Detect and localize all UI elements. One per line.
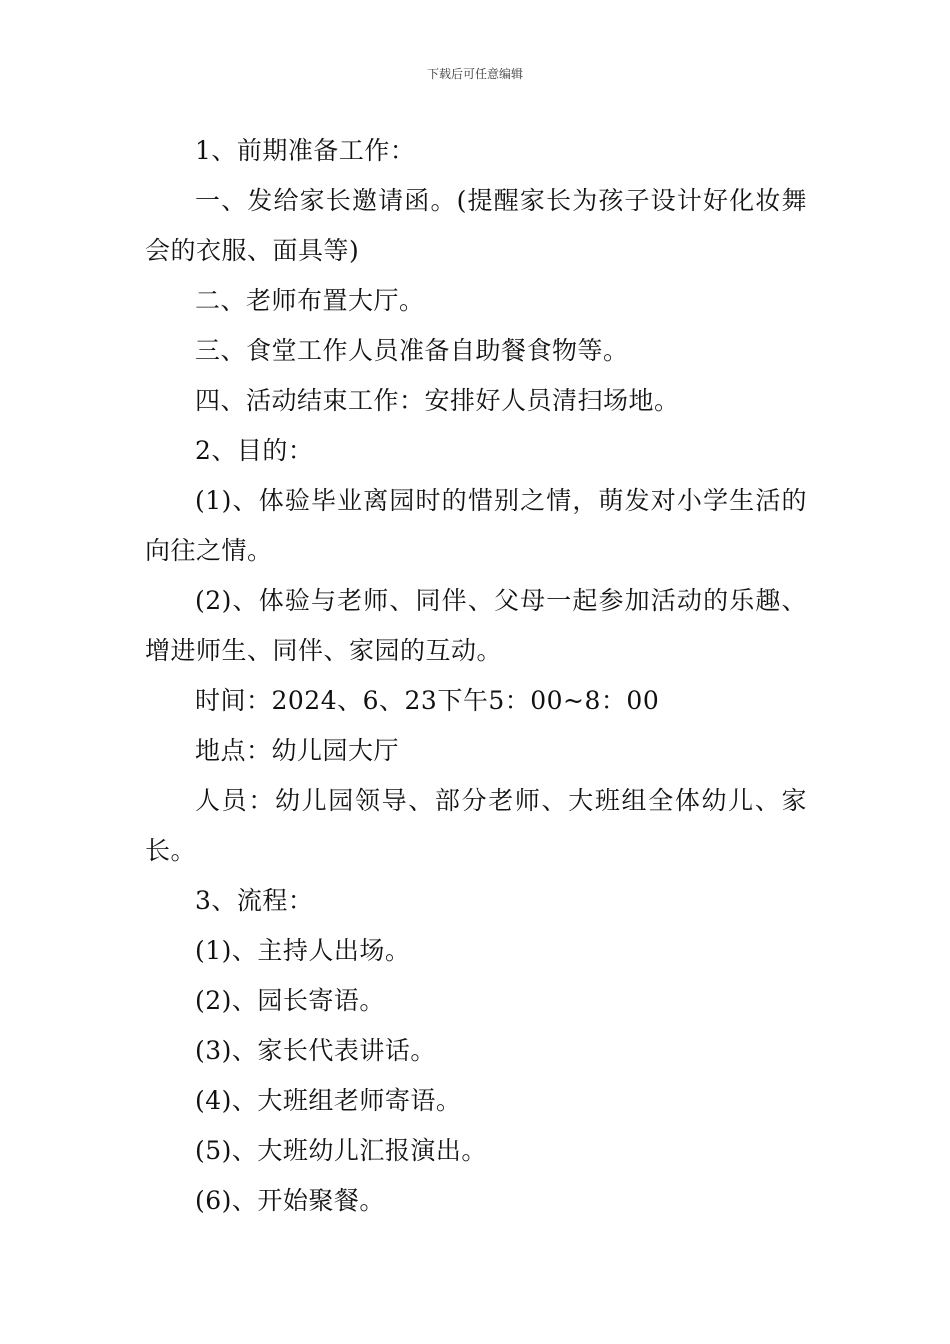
paragraph-purpose-2: (2)、体验与老师、同伴、父母一起参加活动的乐趣、增进师生、同伴、家园的互动。 (145, 586, 807, 665)
process-step-2: (2)、园长寄语。 (195, 986, 385, 1015)
process-step-1: (1)、主持人出场。 (195, 936, 411, 965)
process-step-3: (3)、家长代表讲话。 (195, 1036, 436, 1065)
paragraph-location: 地点：幼儿园大厅 (195, 736, 400, 765)
process-step-5: (5)、大班幼儿汇报演出。 (195, 1136, 487, 1165)
paragraph-buffet: 三、食堂工作人员准备自助餐食物等。 (195, 336, 629, 365)
document-body (145, 126, 807, 1226)
paragraph-hall-decoration: 二、老师布置大厅。 (195, 286, 425, 315)
section-heading-preparation: 1、前期准备工作： (195, 136, 416, 165)
section-heading-purpose: 2、目的： (195, 436, 314, 465)
paragraph-invitation: 一、发给家长邀请函。(提醒家长为孩子设计好化妆舞会的衣服、面具等) (145, 186, 807, 265)
paragraph-cleanup: 四、活动结束工作：安排好人员清扫场地。 (195, 386, 680, 415)
process-step-6: (6)、开始聚餐。 (195, 1186, 385, 1215)
section-heading-process: 3、流程： (195, 886, 314, 915)
paragraph-time: 时间：2024、6、23下午5：00~8：00 (195, 686, 660, 715)
paragraph-purpose-1: (1)、体验毕业离园时的惜别之情，萌发对小学生活的向往之情。 (145, 486, 807, 565)
page-header: 下载后可任意编辑 (426, 67, 523, 81)
process-step-4: (4)、大班组老师寄语。 (195, 1086, 462, 1115)
paragraph-participants: 人员：幼儿园领导、部分老师、大班组全体幼儿、家长。 (145, 786, 807, 865)
